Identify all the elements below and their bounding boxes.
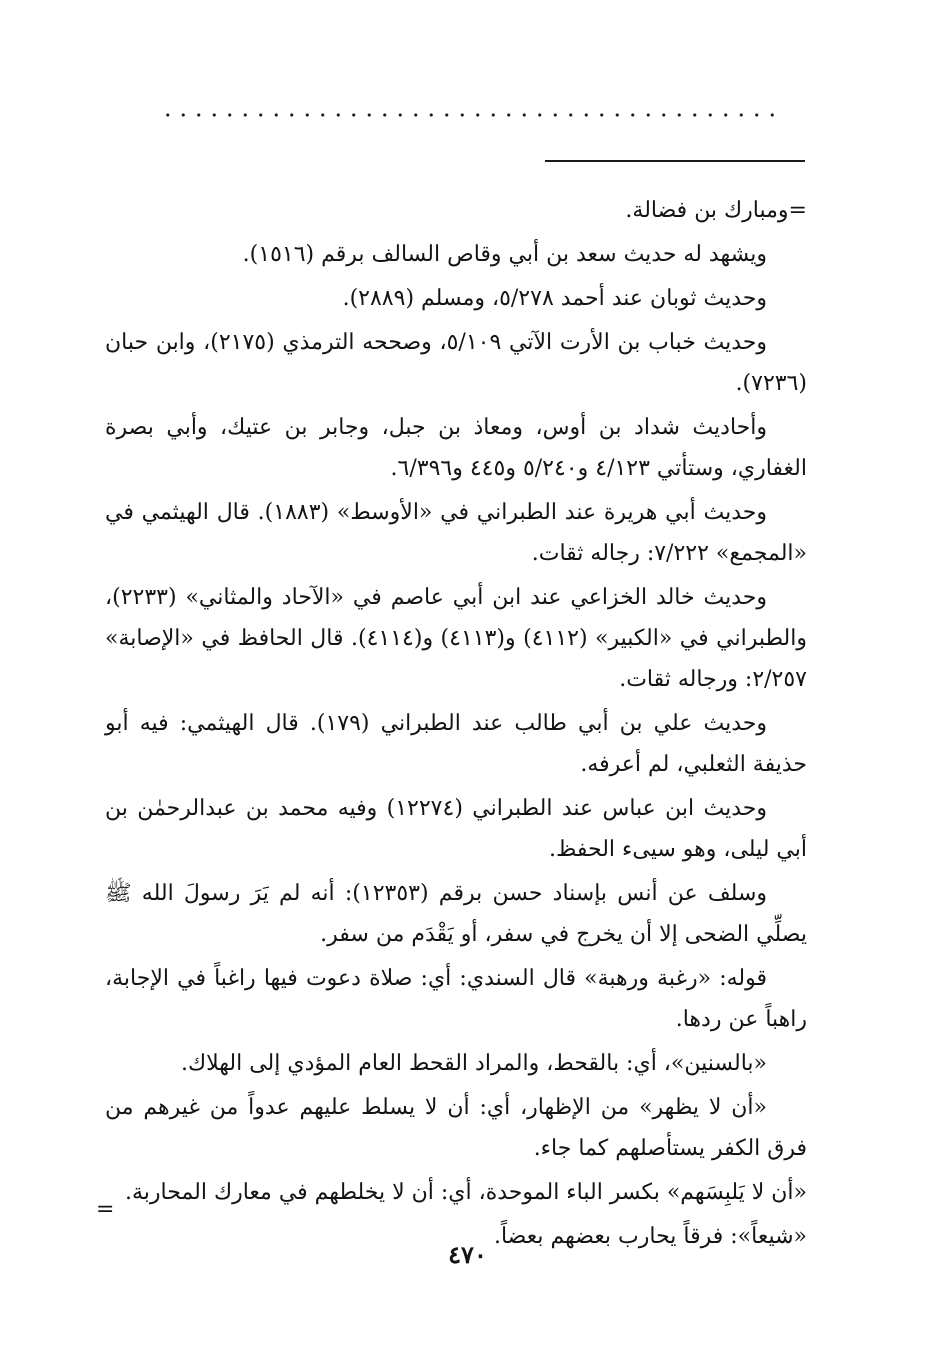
- footnote-paragraph: وحديث علي بن أبي طالب عند الطبراني (١٧٩). قال الهيثمي: فيه أبو حذيفة الثعلبي، لم أعرفه.: [105, 711, 807, 777]
- page-number: ٤٧٠: [448, 1240, 487, 1269]
- dotted-separator: [160, 112, 780, 118]
- footnote-paragraph: «أن لا يَلبِسَهم» بكسر الباء الموحدة، أي: أن لا يخلطهم في معارك المحاربة.: [125, 1180, 807, 1205]
- continuation-mark: =: [96, 1197, 115, 1222]
- footnote-paragraph: «شيعاً»: فرقاً يحارب بعضهم بعضاً.: [493, 1224, 807, 1249]
- footnote-paragraph: وحديث خالد الخزاعي عند ابن أبي عاصم في «الآحاد والمثاني» (٢٢٣٣)، والطبراني في «الكبير» (٤١١٢) و(٤١١٣) و(٤١١٤). قال الحافظ في «الإصابة» ٢/٢٥٧: ورجاله ثقات.: [105, 585, 807, 692]
- footnote-paragraph: وحديث ابن عباس عند الطبراني (١٢٢٧٤) وفيه محمد بن عبدالرحمٰن بن أبي ليلى، وهو سيىء الحفظ.: [105, 796, 807, 862]
- footnote-paragraph: =ومبارك بن فضالة.: [625, 198, 807, 223]
- footnote-paragraph: وحديث خباب بن الأرت الآتي ٥/١٠٩، وصححه الترمذي (٢١٧٥)، وابن حبان (٧٢٣٦).: [105, 330, 807, 396]
- footnote-text: [105, 190, 807, 1260]
- footnote-paragraph: وسلف عن أنس بإسناد حسن برقم (١٢٣٥٣): أنه لم يَرَ رسولَ الله ﷺ يصلِّي الضحى إلا أن يخرج في سفر، أو يَقْدَم من سفر.: [105, 881, 807, 947]
- footnote-paragraph: ويشهد له حديث سعد بن أبي وقاص السالف برقم (١٥١٦).: [242, 242, 767, 267]
- footnote-paragraph: «أن لا يظهر» من الإظهار، أي: أن لا يسلط عليهم عدواً من غيرهم من فرق الكفر يستأصلهم كما جاء.: [105, 1095, 807, 1161]
- footnote-paragraph: وأحاديث شداد بن أوس، ومعاذ بن جبل، وجابر بن عتيك، وأبي بصرة الغفاري، وستأتي ٤/١٢٣ و٥/٢٤٠ و٤٤٥ و٦/٣٩٦.: [105, 415, 807, 481]
- footnote-paragraph: قوله: «رغبة ورهبة» قال السندي: أي: صلاة دعوت فيها راغباً في الإجابة، راهباً عن ردها.: [105, 966, 807, 1032]
- footnote-rule: [545, 160, 805, 162]
- footnote-paragraph: وحديث ثوبان عند أحمد ٥/٢٧٨، ومسلم (٢٨٨٩).: [342, 286, 767, 311]
- footnote-paragraph: «بالسنين»، أي: بالقحط، والمراد القحط العام المؤدي إلى الهلاك.: [181, 1051, 767, 1076]
- footnote-paragraph: وحديث أبي هريرة عند الطبراني في «الأوسط» (١٨٨٣). قال الهيثمي في «المجمع» ٧/٢٢٢: رجاله ثقات.: [105, 500, 807, 566]
